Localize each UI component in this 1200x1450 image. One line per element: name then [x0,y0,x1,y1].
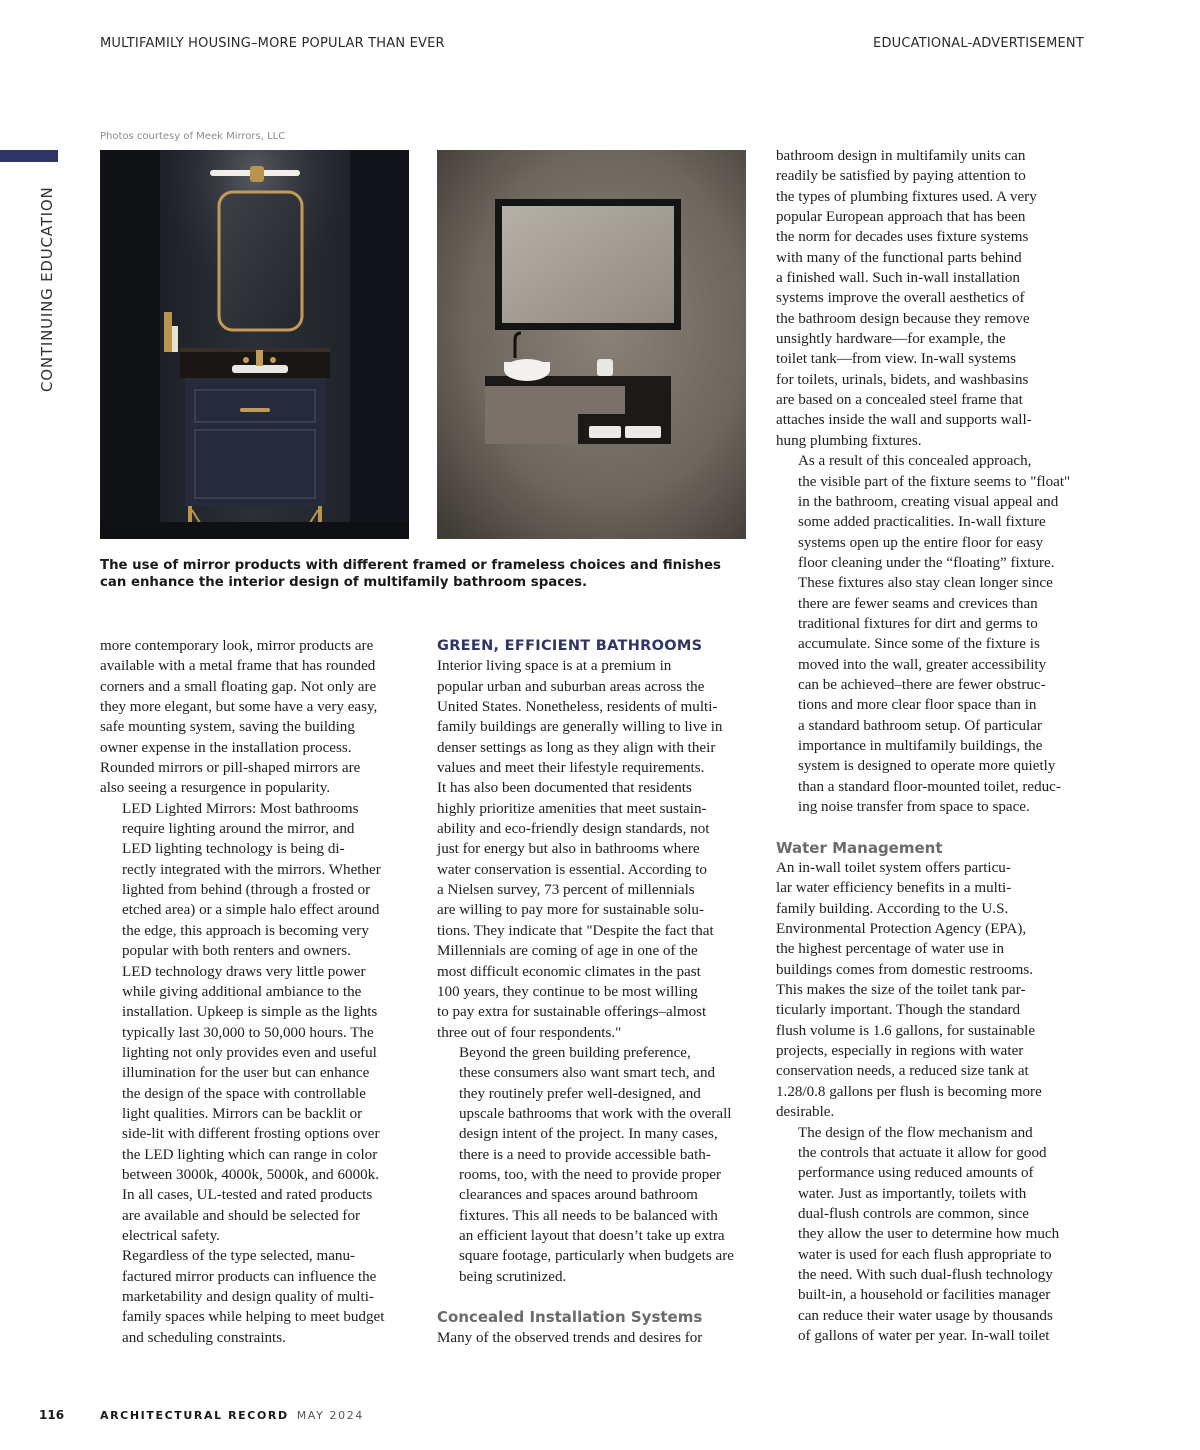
text-line: water conservation is essential. According to [437,861,707,878]
text-line: flush volume is 1.6 gallons, for sustainable [776,1022,1036,1039]
text-line: they more elegant, but some have a very easy, [100,699,378,716]
text-line: the controls that actuate it allow for good [798,1144,1047,1161]
text-line: projects, especially in regions with water [776,1043,1024,1060]
text-line: Rounded mirrors or pill-shaped mirrors are [100,760,361,777]
paragraph [100,636,410,799]
paragraph [100,1246,410,1348]
subsection-heading: Concealed Installation Systems [437,1308,703,1327]
running-header-section: EDUCATIONAL-ADVERTISEMENT [873,36,1084,51]
text-line: three out of four respondents." [437,1024,622,1041]
section-accent-bar [0,150,58,162]
paragraph [437,656,747,1043]
text-line: lighting not only provides even and useful [122,1044,377,1061]
text-line: illumination for the user but can enhance [122,1065,370,1082]
text-line: hung plumbing fixtures. [776,432,922,449]
paragraph [776,451,1086,817]
text-line: a Nielsen survey, 73 percent of millennials [437,882,695,899]
text-line: they routinely prefer well-designed, and [459,1085,701,1102]
text-line: readily be satisfied by paying attention to [776,168,1026,185]
text-line: United States. Nonetheless, residents of multi- [437,699,718,716]
text-line: while giving additional ambiance to the [122,983,362,1000]
text-line: ing noise transfer from space to space. [798,799,1030,815]
text-line: rooms, too, with the need to provide proper [459,1166,721,1183]
text-line: than a standard floor-mounted toilet, reduc- [798,778,1061,795]
text-line: square footage, particularly when budgets are [459,1248,734,1265]
text-line: systems improve the overall aesthetics of [776,290,1025,307]
text-line: the types of plumbing fixtures used. A very [776,188,1037,205]
text-line: in the bathroom, creating visual appeal and [798,493,1059,510]
text-line: available with a metal frame that has rounded [100,658,376,675]
text-line: system is designed to operate more quietly [798,758,1056,775]
text-line: upscale bathrooms that work with the overall [459,1105,732,1122]
text-line: the visible part of the fixture seems to "float" [798,473,1071,490]
text-line: LED Lighted Mirrors: Most bathrooms [122,800,359,817]
text-line: popular with both renters and owners. [122,943,351,960]
text-line: more contemporary look, mirror products are [100,638,374,654]
text-line: a standard bathroom setup. Of particular [798,717,1042,734]
text-line: The design of the flow mechanism and [798,1124,1033,1141]
text-line: built-in, a household or facilities manager [798,1287,1051,1304]
text-line: with many of the functional parts behind [776,249,1022,266]
text-line: floor cleaning under the “floating” fixture. [798,554,1055,571]
text-line: are based on a concealed steel frame that [776,392,1023,409]
text-line: being scrutinized. [459,1268,567,1285]
text-line: family spaces while helping to meet budget [122,1309,385,1326]
text-line: 1.28/0.8 gallons per flush is becoming more [776,1083,1042,1100]
text-line: moved into the wall, greater accessibility [798,656,1047,673]
text-line: the design of the space with controllable [122,1085,366,1102]
text-line: the edge, this approach is becoming very [122,922,369,939]
text-line: design intent of the project. In many cases, [459,1126,718,1143]
footer [100,1409,364,1422]
text-line: the norm for decades uses fixture systems [776,229,1029,246]
text-line: light qualities. Mirrors can be backlit or [122,1105,363,1122]
text-line: can reduce their water usage by thousands [798,1307,1053,1324]
text-line: side-lit with different frosting options over [122,1126,380,1143]
text-line: most difficult economic climates in the past [437,963,701,980]
text-line: 100 years, they continue to be most willing [437,983,698,1000]
text-line: are willing to pay more for sustainable solu- [437,902,705,919]
text-line: for toilets, urinals, bidets, and washbasins [776,371,1029,388]
text-line: lar water efficiency benefits in a multi- [776,880,1012,897]
text-line: traditional fixtures for dirt and germs to [798,615,1038,632]
text-line: safe mounting system, saving the building [100,719,355,736]
text-line: tions and more clear floor space than in [798,697,1037,714]
text-line: typically last 30,000 to 50,000 hours. The [122,1024,374,1041]
text-line: the highest percentage of water use in [776,941,1004,958]
body-column-1 [100,636,410,1348]
paragraph [437,1328,747,1348]
text-line: are available and should be selected for [122,1207,361,1224]
text-line: some added practicalities. In-wall fixture [798,514,1046,531]
text-line: there is a need to provide accessible bath- [459,1146,711,1163]
text-line: Environmental Protection Agency (EPA), [776,921,1027,938]
text-line: popular European approach that has been [776,209,1026,226]
text-line: marketability and design quality of multi- [122,1289,374,1305]
text-line: These fixtures also stay clean longer since [798,575,1053,592]
text-line: they allow the user to determine how much [798,1226,1060,1243]
text-line: to pay extra for sustainable offerings–almost [437,1004,707,1021]
body-column-2 [437,636,747,1348]
text-line: of gallons of water per year. In-wall toilet [798,1327,1050,1344]
paragraph [776,858,1086,1122]
text-line: corners and a small floating gap. Not only are [100,678,377,695]
text-line: family buildings are generally willing to live in [437,719,723,736]
photo-dark-vanity-image [100,150,409,539]
figure-caption: The use of mirror products with different framed or frameless choices and finishes can enhance the interior design of multifamily bathroom spaces. [100,558,721,590]
text-line: In all cases, UL-tested and rated products [122,1187,373,1204]
text-line: buildings comes from domestic restrooms. [776,961,1033,978]
text-line: there are fewer seams and crevices than [798,595,1038,612]
text-line: water is used for each flush appropriate to [798,1246,1052,1263]
text-line: an efficient layout that doesn’t take up extra [459,1227,725,1244]
text-line: the need. With such dual-flush technology [798,1266,1053,1283]
text-line: require lighting around the mirror, and [122,821,355,838]
text-line: family building. According to the U.S. [776,900,1009,917]
text-line: highly prioritize amenities that meet sustain- [437,800,707,817]
text-line: performance using reduced amounts of [798,1165,1034,1182]
text-line: between 3000k, 4000k, 5000k, and 6000k. [122,1166,379,1183]
paragraph [437,1043,747,1287]
text-line: This makes the size of the toilet tank par- [776,982,1026,999]
text-line: Regardless of the type selected, manu- [122,1248,356,1265]
paragraph [776,146,1086,451]
text-line: also seeing a resurgence in popularity. [100,780,331,797]
text-line: just for energy but also in bathrooms where [437,841,700,858]
text-line: Many of the observed trends and desires for [437,1329,703,1346]
text-line: electrical safety. [122,1227,220,1244]
text-line: can be achieved–there are fewer obstruc- [798,676,1046,693]
text-line: these consumers also want smart tech, and [459,1065,716,1082]
text-line: As a result of this concealed approach, [798,453,1032,470]
section-side-label: CONTINUING EDUCATION [38,186,56,392]
text-line: the bathroom design because they remove [776,310,1030,327]
text-line: Beyond the green building preference, [459,1044,691,1061]
page-number: 116 [39,1408,65,1422]
text-line: ticularly important. Though the standard [776,1002,1021,1019]
body-column-3 [776,146,1086,1346]
running-header-title: MULTIFAMILY HOUSING–MORE POPULAR THAN EVER [100,36,445,51]
text-line: tions. They indicate that "Despite the fact that [437,922,714,939]
text-line: owner expense in the installation process. [100,739,352,756]
text-line: bathroom design in multifamily units can [776,148,1026,164]
magazine-name: ARCHITECTURAL RECORD [100,1409,289,1422]
photo-credit: Photos courtesy of Meek Mirrors, LLC [100,131,286,142]
text-line: fixtures. This all needs to be balanced with [459,1207,718,1224]
photo-floating-vanity [437,150,746,539]
text-line: LED technology draws very little power [122,963,366,980]
text-line: It has also been documented that residents [437,780,692,797]
photo-floating-vanity-image [437,150,746,539]
text-line: An in-wall toilet system offers particu- [776,860,1011,877]
text-line: importance in multifamily buildings, the [798,737,1043,754]
text-line: values and meet their lifestyle requirements. [437,760,705,777]
text-line: dual-flush controls are common, since [798,1205,1029,1222]
text-line: etched area) or a simple halo effect around [122,902,380,919]
text-line: accumulate. Since some of the fixture is [798,636,1040,653]
text-line: unsightly hardware—for example, the [776,331,1006,348]
text-line: lighted from behind (through a frosted or [122,882,371,899]
text-line: LED lighting technology is being di- [122,841,345,858]
text-line: attaches inside the wall and supports wall- [776,412,1032,429]
text-line: water. Just as importantly, toilets with [798,1185,1027,1202]
text-line: rectly integrated with the mirrors. Whether [122,861,381,878]
paragraph [100,799,410,1247]
text-line: a finished wall. Such in-wall installation [776,270,1020,287]
text-line: toilet tank—from view. In-wall systems [776,351,1017,368]
text-line: popular urban and suburban areas across the [437,678,705,695]
text-line: clearances and spaces around bathroom [459,1187,698,1204]
text-line: denser settings as long as they align with their [437,739,716,756]
text-line: desirable. [776,1104,835,1121]
text-line: factured mirror products can influence the [122,1268,377,1285]
text-line: Millennials are coming of age in one of the [437,943,698,960]
paragraph [776,1123,1086,1347]
text-line: and scheduling constraints. [122,1329,286,1346]
text-line: Interior living space is at a premium in [437,658,672,675]
subsection-heading: Water Management [776,838,943,857]
text-line: the LED lighting which can range in color [122,1146,378,1163]
section-heading: GREEN, EFFICIENT BATHROOMS [437,638,703,654]
text-line: ability and eco-friendly design standards, not [437,821,710,838]
issue-date: MAY 2024 [296,1409,364,1422]
text-line: conservation needs, a reduced size tank at [776,1063,1029,1080]
photo-dark-vanity [100,150,409,539]
text-line: systems open up the entire floor for easy [798,534,1044,551]
text-line: installation. Upkeep is simple as the lights [122,1004,378,1021]
